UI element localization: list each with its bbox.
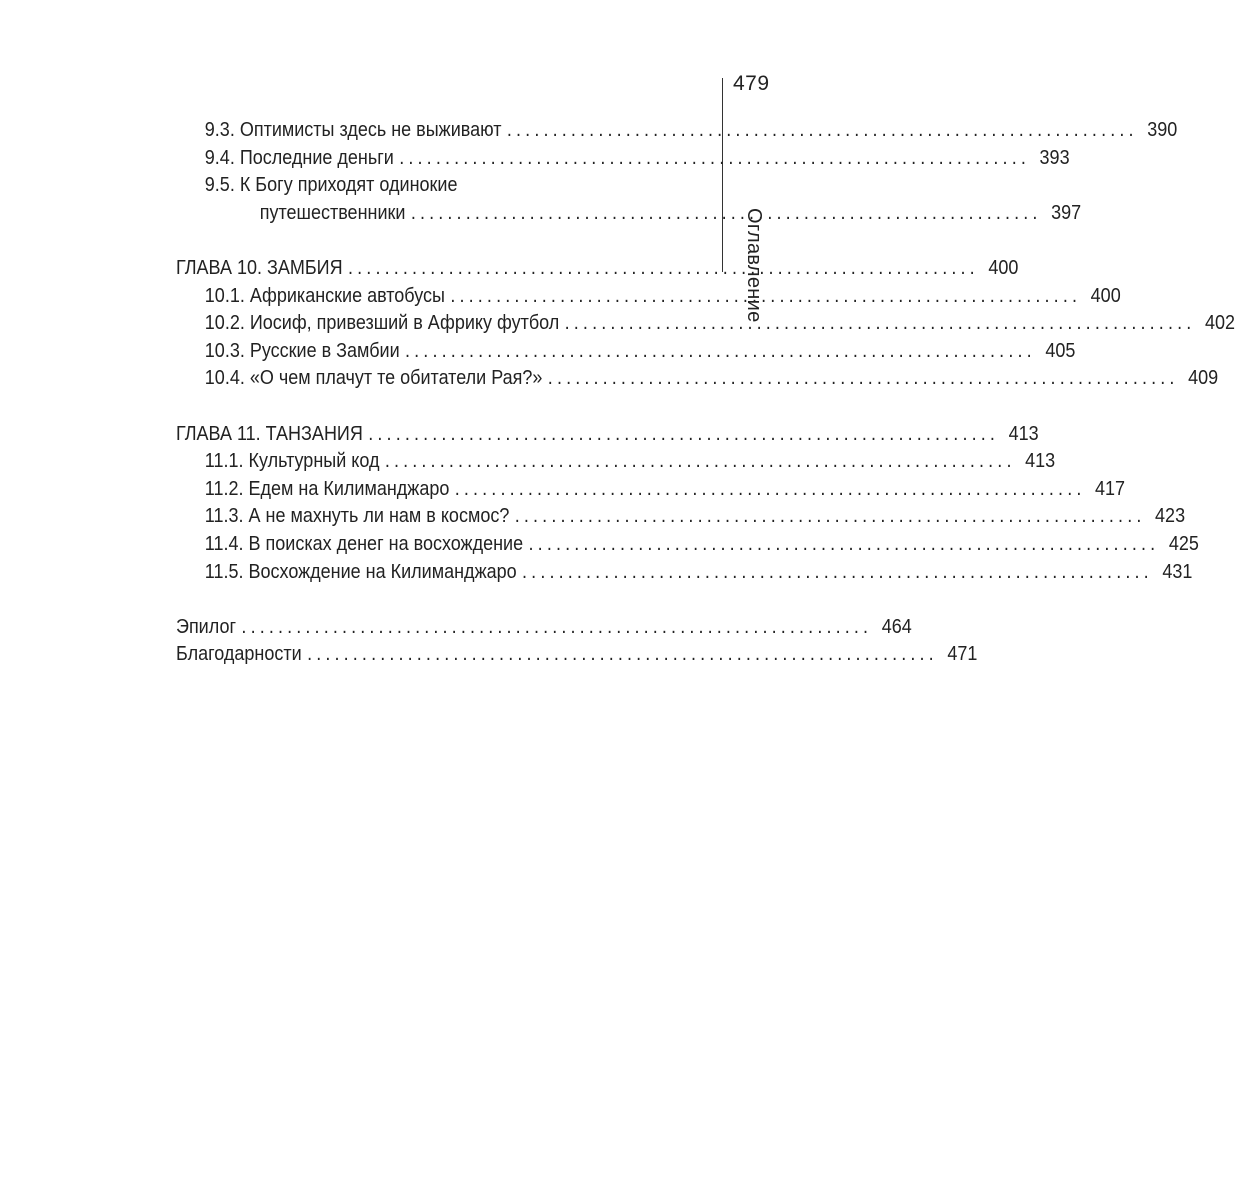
- toc-entry: [176, 365, 1219, 393]
- toc-entry-page: 413: [1025, 450, 1056, 473]
- toc-entry: [176, 338, 1076, 366]
- toc-entry-title: 9.4. Последние деньги: [205, 145, 399, 173]
- toc-entry-page: 417: [1095, 477, 1126, 500]
- toc-entry: [176, 117, 1178, 145]
- toc-entry-page: 409: [1188, 367, 1219, 390]
- toc-entry-title: 11.2. Едем на Килиманджаро: [205, 476, 455, 504]
- toc-chapter: [176, 255, 1019, 283]
- toc-leader-dots: .....................................................................: [454, 477, 1086, 500]
- toc-entry-page: 393: [1039, 146, 1070, 169]
- toc-entry-title: 10.1. Африканские автобусы: [205, 283, 451, 311]
- toc-entry: [176, 559, 1193, 587]
- toc-entry-page: 390: [1147, 119, 1178, 141]
- toc-leader-dots: .....................................................................: [241, 615, 873, 638]
- toc-entry-title: 9.3. Оптимисты здесь не выживают: [205, 117, 507, 145]
- toc-leader-dots: .....................................................................: [450, 284, 1082, 307]
- toc-entry-title: 10.4. «О чем плачут те обитатели Рая?»: [205, 365, 548, 393]
- running-head: Оглавление: [743, 208, 765, 323]
- toc-entry-page: 405: [1045, 339, 1076, 362]
- toc-leader-dots: .....................................................................: [522, 560, 1153, 583]
- toc-section-title: Благодарности: [176, 641, 307, 669]
- side-divider-rule: [722, 78, 723, 272]
- toc-entry-title: 10.2. Иосиф, привезший в Африку футбол: [205, 310, 565, 338]
- toc-leader-dots: .....................................................................: [368, 422, 1000, 445]
- toc-entry-page: 464: [881, 615, 912, 638]
- toc-entry-title: 11.4. В поисках денег на восхождение: [205, 531, 529, 559]
- toc-entry: [176, 310, 1235, 338]
- toc-entry-title-continued: путешественники: [260, 200, 411, 228]
- toc-leader-dots: .....................................................................: [307, 643, 938, 666]
- toc-leader-dots: .....................................................................: [348, 256, 979, 279]
- toc-entry-title: 9.5. К Богу приходят одинокие: [205, 172, 463, 200]
- toc-entry-page: 397: [1051, 201, 1082, 224]
- toc-entry-page: 413: [1008, 422, 1039, 445]
- toc-leader-dots: .....................................................................: [564, 312, 1196, 335]
- toc-chapter-title: ГЛАВА 10. ЗАМБИЯ: [176, 255, 348, 283]
- toc-entry-page: 423: [1155, 505, 1186, 528]
- toc-entry-title: 11.5. Восхождение на Килиманджаро: [205, 559, 522, 587]
- toc-entry-page: 425: [1168, 532, 1199, 555]
- toc-chapter-title: ГЛАВА 11. ТАНЗАНИЯ: [176, 421, 368, 449]
- toc-leader-dots: .....................................................................: [384, 450, 1016, 473]
- toc-section-title: Эпилог: [176, 614, 241, 642]
- toc-entry: [176, 503, 1186, 531]
- toc-chapter: [176, 421, 1039, 449]
- toc-leader-dots: .....................................................................: [405, 339, 1036, 362]
- toc-leader-dots: .....................................................................: [547, 367, 1179, 390]
- toc-entry: [176, 283, 1121, 311]
- toc-entry-title: 11.3. А не махнуть ли нам в космос?: [205, 503, 515, 531]
- toc-entry-page: 471: [947, 643, 978, 666]
- toc-entry: [176, 448, 1056, 476]
- toc-entry: [176, 531, 1199, 559]
- page-number: 479: [733, 72, 770, 95]
- toc-section: [176, 614, 912, 642]
- toc-leader-dots: .....................................................................: [514, 505, 1146, 528]
- toc-leader-dots: .....................................................................: [528, 532, 1160, 555]
- toc-entry-title: 11.1. Культурный код: [205, 448, 385, 476]
- toc-entry-page: 402: [1204, 312, 1235, 335]
- toc-entry: [176, 476, 1126, 504]
- toc-entry-page: 400: [988, 256, 1019, 279]
- toc-entry: [176, 145, 1070, 173]
- toc-leader-dots: .....................................................................: [506, 119, 1138, 141]
- toc-leader-dots: .....................................................................: [410, 201, 1042, 224]
- toc-leader-dots: .....................................................................: [399, 146, 1030, 169]
- toc-entry-continuation: [176, 200, 1082, 228]
- toc-section: [176, 641, 978, 669]
- toc-entry-page: 431: [1162, 560, 1193, 583]
- toc-entry-title: 10.3. Русские в Замбии: [205, 338, 405, 366]
- toc-entry-first-line: [176, 172, 637, 200]
- toc-entry-page: 400: [1090, 284, 1121, 307]
